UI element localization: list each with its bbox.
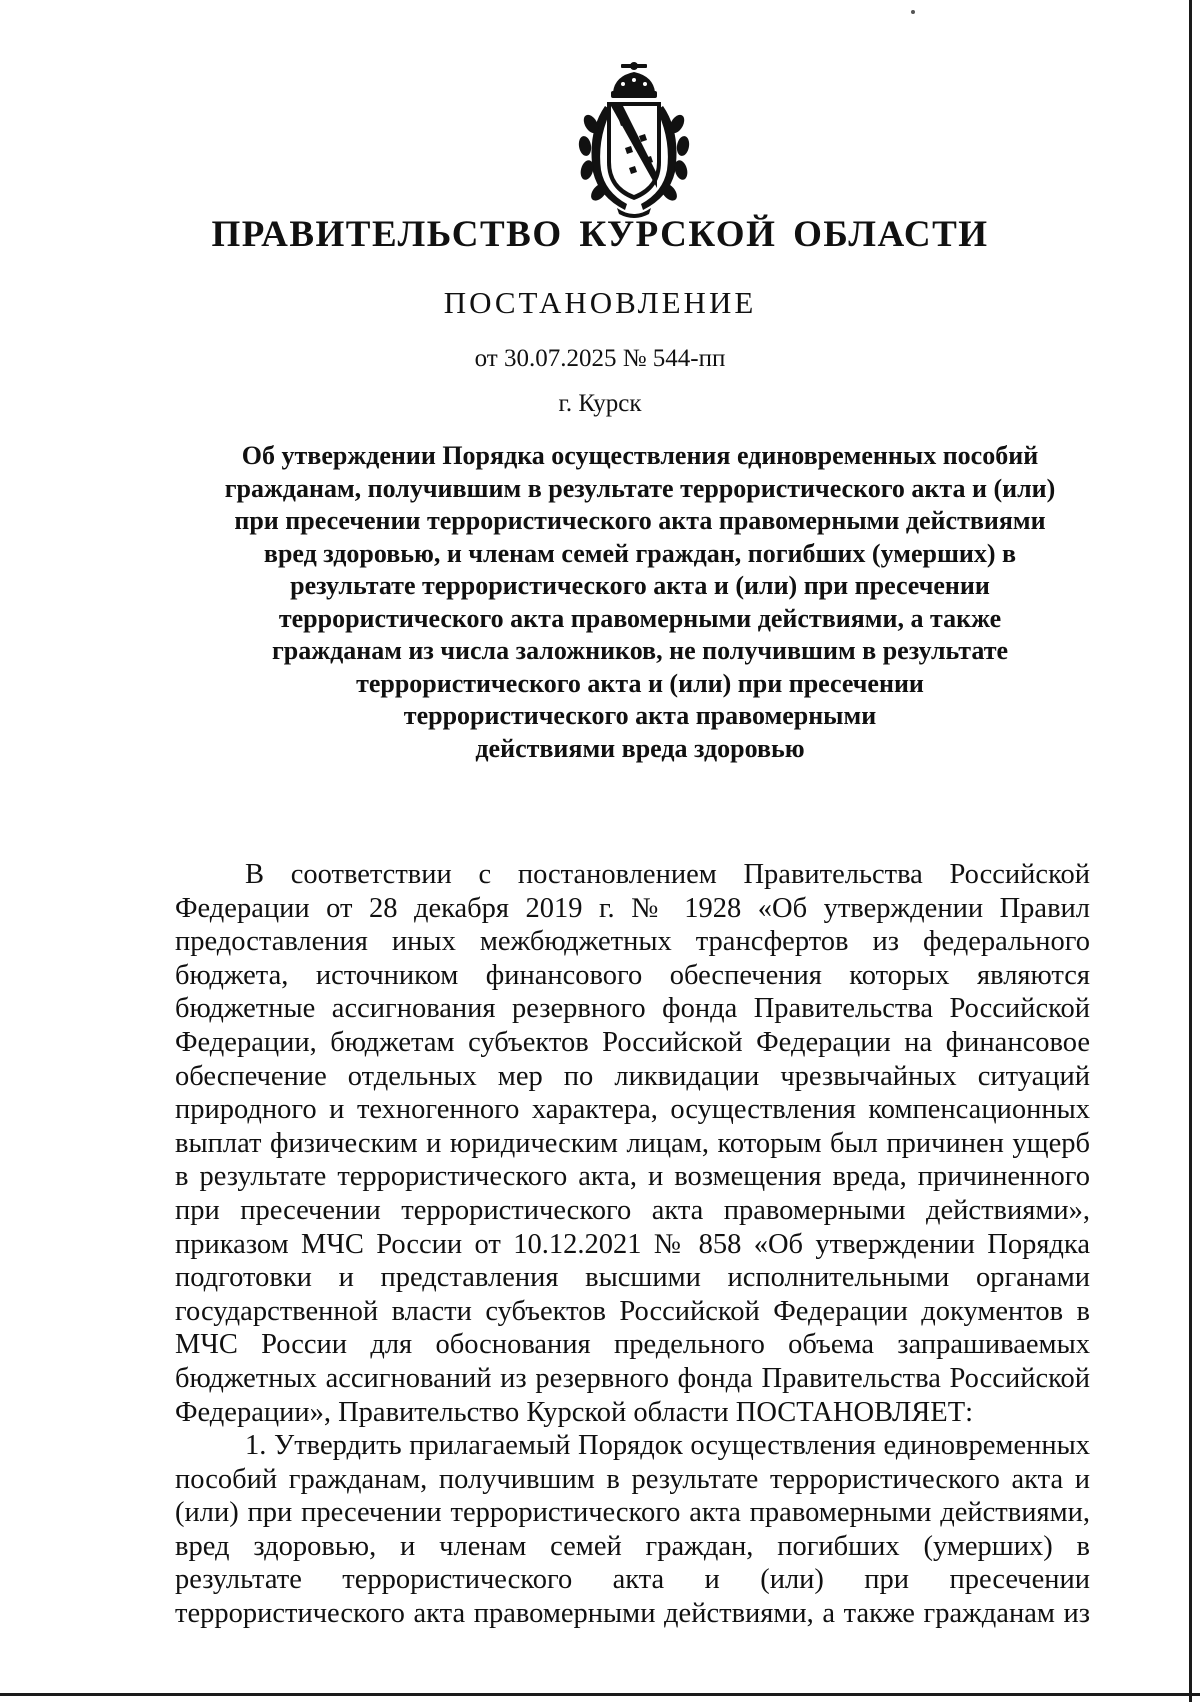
document-number-date: от 30.07.2025 № 544-пп [474, 345, 726, 372]
document-type: ПОСТАНОВЛЕНИЕ [443, 285, 757, 320]
body-line: приказом МЧС России от 10.12.2021 № 858 «Об утверждении Порядка [175, 1228, 1090, 1260]
heading-line: террористического акта правомерными [403, 701, 877, 730]
scan-speck [911, 10, 915, 14]
heading-line: вред здоровью, и членам семей граждан, погибших (умерших) в [263, 538, 1017, 568]
body-line: В соответствии с постановлением Правительства Российской [245, 859, 1090, 890]
heading-line: террористического акта и (или) при пресечении [356, 668, 924, 698]
body-line: в результате террористического акта, и возмещения вреда, причиненного [175, 1161, 1090, 1193]
document-city: г. Курск [558, 390, 642, 417]
document-body [175, 858, 1090, 1631]
body-line: Федерации, бюджетам субъектов Российской Федерации на финансовое [175, 1026, 1090, 1058]
document-heading [180, 440, 1100, 765]
body-line: террористического акта правомерными действиями, а также гражданам из [175, 1598, 1090, 1630]
body-line: при пресечении террористического акта правомерными действиями», [175, 1194, 1090, 1226]
body-line: МЧС России для обоснования предельного объема запрашиваемых [175, 1329, 1090, 1361]
heading-line: результате террористического акта и (или) при пресечении [290, 571, 990, 600]
body-line: результате террористического акта и (или) при пресечении [175, 1564, 1090, 1596]
heading-line: террористического акта правомерными действиями, а также [278, 603, 1002, 633]
body-line: выплат физическим и юридическим лицам, которым был причинен ущерб [175, 1127, 1090, 1159]
body-line: Федерации от 28 декабря 2019 г. № 1928 «Об утверждении Правил [175, 892, 1090, 924]
body-line: бюджета, источником финансового обеспечения которых являются [175, 959, 1090, 991]
heading-line: при пресечении террористического акта правомерными действиями [234, 506, 1046, 535]
kursk-coat-of-arms-emblem [565, 62, 703, 220]
body-line: бюджетные ассигнования резервного фонда Правительства Российской [175, 993, 1090, 1025]
heading-line: гражданам, получившим в результате террористического акта и (или) [224, 473, 1056, 503]
heading-line: действиями вреда здоровью [475, 733, 805, 763]
body-line: пособий гражданам, получившим в результате террористического акта и [175, 1463, 1090, 1495]
body-line: предоставления иных межбюджетных трансфертов из федерального [175, 926, 1090, 958]
scan-edge-bottom [0, 1693, 1200, 1696]
body-line: обеспечение отдельных мер по ликвидации чрезвычайных ситуаций [175, 1060, 1090, 1092]
body-line: (или) при пресечении террористического акта правомерными действиями, [175, 1497, 1090, 1529]
heading-line: гражданам из числа заложников, не получившим в результате [271, 636, 1009, 665]
body-line: Федерации», Правительство Курской области ПОСТАНОВЛЯЕТ: [175, 1396, 974, 1428]
body-line: государственной власти субъектов Российской Федерации документов в [175, 1295, 1090, 1327]
body-line: 1. Утвердить прилагаемый Порядок осуществления единовременных [245, 1430, 1090, 1462]
heading-line: Об утверждении Порядка осуществления единовременных пособий [241, 441, 1039, 470]
organization-title: ПРАВИТЕЛЬСТВО КУРСКОЙ ОБЛАСТИ [211, 214, 989, 255]
body-line: бюджетных ассигнований из резервного фонда Правительства Российской [175, 1362, 1090, 1394]
body-line: подготовки и представления высшими исполнительными органами [175, 1262, 1090, 1294]
shield-icon [607, 102, 661, 200]
body-line: вред здоровью, и членам семей граждан, погибших (умерших) в [175, 1530, 1090, 1562]
body-line: природного и техногенного характера, осуществления компенсационных [175, 1094, 1090, 1126]
